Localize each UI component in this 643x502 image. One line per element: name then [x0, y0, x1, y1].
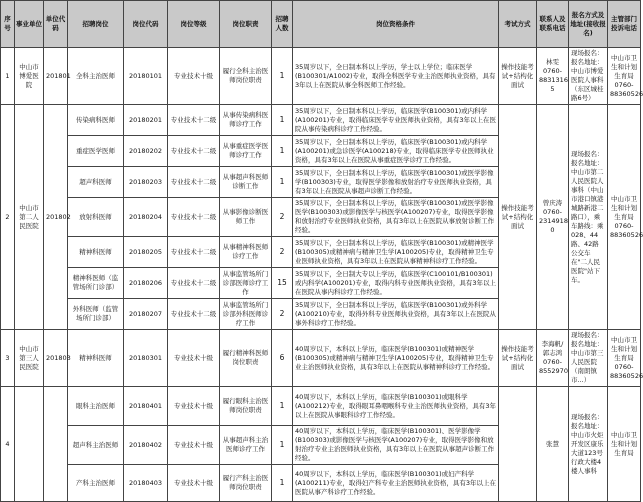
- contact-cell: 林雯 0760-8831316 5: [537, 48, 569, 105]
- position-count-cell: 1: [272, 105, 293, 136]
- position-duty-cell: 履行精神科医师岗位职责: [220, 330, 272, 387]
- position-level-cell: 专业技术十二级: [168, 167, 220, 198]
- unit-code-cell: 201803: [44, 330, 68, 387]
- position-name-cell: 眼科主治医师: [68, 387, 124, 426]
- header-level: 岗位等级: [168, 1, 220, 48]
- header-row: [1, 1, 641, 48]
- unit-code-cell: [44, 387, 68, 502]
- position-name-cell: 精神科医师: [68, 237, 124, 268]
- table-body: [1, 48, 641, 502]
- position-duty-cell: 从事超声科医师诊断工作: [220, 167, 272, 198]
- position-count-cell: 15: [272, 268, 293, 299]
- header-position: 招聘岗位: [68, 1, 124, 48]
- position-code-cell: 20180204: [124, 198, 168, 237]
- register-cell: 现场报名：报名地址：中山市第二人民医院人事科（中山市港口镇港城路新港二路口），乘车路线：乘028、44路、42路公交车在"二人民医院"站下车。: [569, 105, 608, 330]
- position-duty-cell: 从事影像诊断医师工作: [220, 198, 272, 237]
- position-count-cell: 1: [272, 465, 293, 502]
- position-count-cell: 6: [272, 330, 293, 387]
- header-register: 报名方式及地址(接收报名): [569, 1, 608, 48]
- position-name-cell: 精神科医师: [68, 330, 124, 387]
- position-level-cell: 专业技术十二级: [168, 136, 220, 167]
- unit-name-cell: 中山市第三人民医院: [15, 330, 44, 387]
- position-code-cell: 20180402: [124, 426, 168, 465]
- position-name-cell: 超声科主治医师: [68, 426, 124, 465]
- seq-cell: 4: [1, 387, 15, 502]
- table-row: [1, 48, 641, 105]
- position-duty-cell: 履行产科主治医师岗位职责: [220, 465, 272, 502]
- header-exam: 考试方式: [499, 1, 537, 48]
- complaint-cell: 中山市卫生和计划生育局: [608, 387, 641, 502]
- position-requirements-cell: 35周岁以下，全日制本科以上学历，临床医学(B100301)或内科学(A100201)或急诊医学(A100218)专业，取得临床医学专业医师执业资格，具有3年以上在医院从事重症医学诊疗工作经验。: [293, 136, 499, 167]
- register-cell: 现场报名：报名地址：中山市第三人民医院（南朗镇市...）: [569, 330, 608, 387]
- position-duty-cell: 从事重症医学医师诊疗工作: [220, 136, 272, 167]
- header-unit-code: 单位代码: [44, 1, 68, 48]
- position-code-cell: 20180301: [124, 330, 168, 387]
- header-requirements: 岗位资格条件: [293, 1, 499, 48]
- position-code-cell: 20180203: [124, 167, 168, 198]
- position-name-cell: 放射科医师: [68, 198, 124, 237]
- position-duty-cell: 履行眼科主治医师岗位职责: [220, 387, 272, 426]
- unit-code-cell: 201801: [44, 48, 68, 105]
- position-level-cell: 专业技术十级: [168, 465, 220, 502]
- header-seq: 序号: [1, 1, 15, 48]
- position-count-cell: 1: [272, 167, 293, 198]
- position-level-cell: 专业技术十二级: [168, 237, 220, 268]
- position-requirements-cell: 40周岁以下，本科以上学历，临床医学(B100301)或妇产科学(A100211)专业，取得妇产科专业主治医师执业资格，具有3年以上在医院从事产科诊疗工作经验。: [293, 465, 499, 502]
- seq-cell: 3: [1, 330, 15, 387]
- table-row: [1, 105, 641, 136]
- position-code-cell: 20180401: [124, 387, 168, 426]
- position-code-cell: 20180206: [124, 268, 168, 299]
- position-requirements-cell: 35周岁以下，全日制大专以上学历，临床医学(C100101/B100301)或内科学(A100201)专业，取得内科专业医师执业资格，具有3年以上在医院从事内科诊疗工作经验。: [293, 268, 499, 299]
- header-unit: 事业单位: [15, 1, 44, 48]
- table-row: [1, 387, 641, 426]
- position-code-cell: 20180207: [124, 299, 168, 330]
- position-duty-cell: 从事超声科主治医师诊疗工作: [220, 426, 272, 465]
- position-code-cell: 20180403: [124, 465, 168, 502]
- position-requirements-cell: 35周岁以下，全日制本科以上学历，临床医学(B100301)或内科学(A100201)专业，取得临床医学专业医师执业资格，具有3年以上在医院从事传染病科诊疗工作经验。: [293, 105, 499, 136]
- exam-method-cell: [499, 387, 537, 502]
- position-level-cell: 专业技术十级: [168, 48, 220, 105]
- position-duty-cell: 从事监管场所门诊部医师诊疗工作: [220, 268, 272, 299]
- register-cell: 现场报名：报名地址：中山市火炬开发区康乐大道123号行政大楼4楼人事科: [569, 387, 608, 502]
- unit-name-cell: 中山市第二人民医院: [15, 105, 44, 330]
- header-contact: 联系人及联系电话: [537, 1, 569, 48]
- position-count-cell: 1: [272, 48, 293, 105]
- complaint-cell: 中山市卫生和计划生育局 0760-88360526: [608, 105, 641, 330]
- position-count-cell: 2: [272, 299, 293, 330]
- position-requirements-cell: 35周岁以下，全日制本科以上学历，学士以上学位；临床医学(B100301/A1002)专业，取得全科医学专业主治医师执业资格，具有3年以上在医院从事全科医师工作经验。: [293, 48, 499, 105]
- position-code-cell: 20180101: [124, 48, 168, 105]
- position-code-cell: 20180201: [124, 105, 168, 136]
- header-duty: 岗位职责: [220, 1, 272, 48]
- position-count-cell: 1: [272, 136, 293, 167]
- header-count: 招聘人数: [272, 1, 293, 48]
- contact-cell: 张慧: [537, 387, 569, 502]
- position-name-cell: 全科主治医师: [68, 48, 124, 105]
- position-count-cell: 1: [272, 426, 293, 465]
- position-requirements-cell: 40周岁以下，本科以上学历，临床医学(B100301)或眼科学(A100212)专业，取得眼耳鼻咽喉科专业主治医师执业资格，具有3年以上在医院从事眼科诊疗工作经验。: [293, 387, 499, 426]
- position-level-cell: 专业技术十级: [168, 426, 220, 465]
- position-requirements-cell: 40周岁以下，本科以上学历，临床医学(B100301)、医学影像学(B100303)或影像医学与核医学(A100207)专业，取得医学影像和放射治疗专业主治医师执业资格，具有3年以上在医院从事超声诊断工作经验。: [293, 426, 499, 465]
- position-level-cell: 专业技术十级: [168, 330, 220, 387]
- position-requirements-cell: 40周岁以下，本科以上学历，临床医学(B100301)或精神医学(B100305)或精神病与精神卫生学(A100205)专业，取得精神卫生专业主治医师执业资格，具有3年以上在医院从事精神科诊疗工作经验。: [293, 330, 499, 387]
- position-name-cell: 产科主治医师: [68, 465, 124, 502]
- position-level-cell: 专业技术十二级: [168, 299, 220, 330]
- position-name-cell: 传染病科医师: [68, 105, 124, 136]
- position-code-cell: 20180202: [124, 136, 168, 167]
- position-count-cell: 1: [272, 387, 293, 426]
- position-requirements-cell: 35周岁以下，全日制本科以上学历，临床医学(B100301)或精神医学(B100305)或精神病与精神卫生学(A100205)专业，取得精神卫生专业医师执业资格，具有3年以上在医院从事精神科诊疗工作经验。: [293, 237, 499, 268]
- complaint-cell: 中山市卫生和计划生育局 0760-88360526: [608, 48, 641, 105]
- position-level-cell: 专业技术十二级: [168, 105, 220, 136]
- unit-code-cell: 201802: [44, 105, 68, 330]
- position-requirements-cell: 35周岁以下，全日制本科以上学历，临床医学(B100301)或医学影像医学(B100303)或影像医学与核医学(A100207)专业，取得医学影像和放射治疗专业医师执业资格，具有3年以上在医院从事放射诊断工作经验。: [293, 198, 499, 237]
- register-cell: 现场报名：报名地址：中山市博爱医院人事科（东区城桂路6号）: [569, 48, 608, 105]
- position-duty-cell: 从事传染病科医师诊疗工作: [220, 105, 272, 136]
- contact-cell: 李海帆/郭志鸿 0760-8552970: [537, 330, 569, 387]
- seq-cell: 1: [1, 48, 15, 105]
- complaint-cell: 中山市卫生和计划生育局 0760-88360526: [608, 330, 641, 387]
- header-complaint: 主管部门投诉电话: [608, 1, 641, 48]
- exam-method-cell: 操作技能考试+结构化面试: [499, 48, 537, 105]
- position-name-cell: 外科医师（监管场所门诊部）: [68, 299, 124, 330]
- position-count-cell: 2: [272, 198, 293, 237]
- position-count-cell: 2: [272, 237, 293, 268]
- position-duty-cell: 从事精神科医师诊疗工作: [220, 237, 272, 268]
- position-level-cell: 专业技术十二级: [168, 268, 220, 299]
- unit-name-cell: 中山市博爱医院: [15, 48, 44, 105]
- position-name-cell: 超声科医师: [68, 167, 124, 198]
- seq-cell: 2: [1, 105, 15, 330]
- position-name-cell: 重症医学医师: [68, 136, 124, 167]
- header-position-code: 岗位代码: [124, 1, 168, 48]
- position-requirements-cell: 35周岁以下，全日制本科以上学历，临床医学(B100301)或医学影像学(B100303)专业，取得医学影像和放射治疗专业医师执业资格，具有3年以上在医院从事超声诊断工作经验。: [293, 167, 499, 198]
- position-name-cell: 精神科医师（监管场所门诊部）: [68, 268, 124, 299]
- exam-method-cell: 操作技能考试+结构化面试: [499, 105, 537, 330]
- exam-method-cell: 操作技能考试+结构化面试: [499, 330, 537, 387]
- table-row: [1, 330, 641, 387]
- position-code-cell: 20180205: [124, 237, 168, 268]
- position-requirements-cell: 35周岁以下，全日制本科以上学历，临床医学(B100301)或外科学(A100210)专业，取得外科专业医师执业资格，具有3年以上在医院从事外科诊疗工作经验。: [293, 299, 499, 330]
- contact-cell: 曾庆涛 0760-2314918 0: [537, 105, 569, 330]
- unit-name-cell: [15, 387, 44, 502]
- position-level-cell: 专业技术十级: [168, 387, 220, 426]
- position-level-cell: 专业技术十二级: [168, 198, 220, 237]
- position-duty-cell: 从事监管场所门诊部外科医师诊疗工作: [220, 299, 272, 330]
- position-duty-cell: 履行全科主治医师岗位职责: [220, 48, 272, 105]
